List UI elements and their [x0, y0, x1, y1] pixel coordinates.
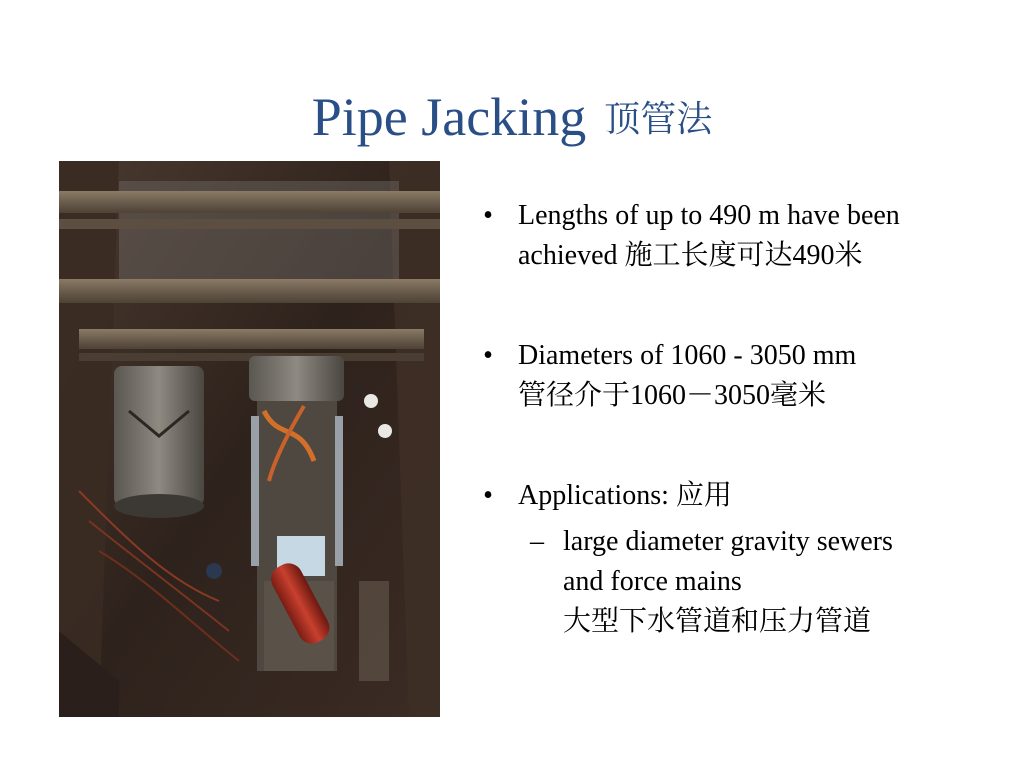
bullet-text-line: Applications: 应用	[518, 480, 732, 511]
bullet-text-line: achieved 施工长度可达490米	[518, 240, 863, 271]
bullet-marker: •	[483, 340, 493, 371]
bullet-diameters	[478, 336, 1008, 416]
pipe-jacking-photo	[59, 161, 440, 717]
title-text: Pipe Jacking	[311, 87, 587, 147]
bullet-text-line: Lengths of up to 490 m have been	[518, 200, 900, 231]
sub-bullet-text-line: 大型下水管道和压力管道	[563, 606, 872, 637]
title-chinese: 顶管法	[604, 99, 713, 139]
bullet-marker: •	[483, 480, 493, 511]
photo-illustration	[59, 161, 440, 717]
sub-bullet-text-line: and force mains	[563, 566, 742, 597]
bullet-lengths	[478, 196, 1008, 276]
bullet-list	[478, 196, 1008, 642]
slide-title	[0, 82, 1024, 154]
sub-bullet-marker: –	[530, 526, 544, 557]
bullet-text-line: 管径介于1060－3050毫米	[518, 380, 827, 411]
bullet-marker: •	[483, 200, 493, 231]
bullet-applications	[478, 476, 1008, 642]
bullet-text-line: Diameters of 1060 - 3050 mm	[518, 340, 857, 371]
sub-bullet-sewers	[518, 522, 1008, 642]
sub-bullet-text-line: large diameter gravity sewers	[563, 526, 893, 557]
